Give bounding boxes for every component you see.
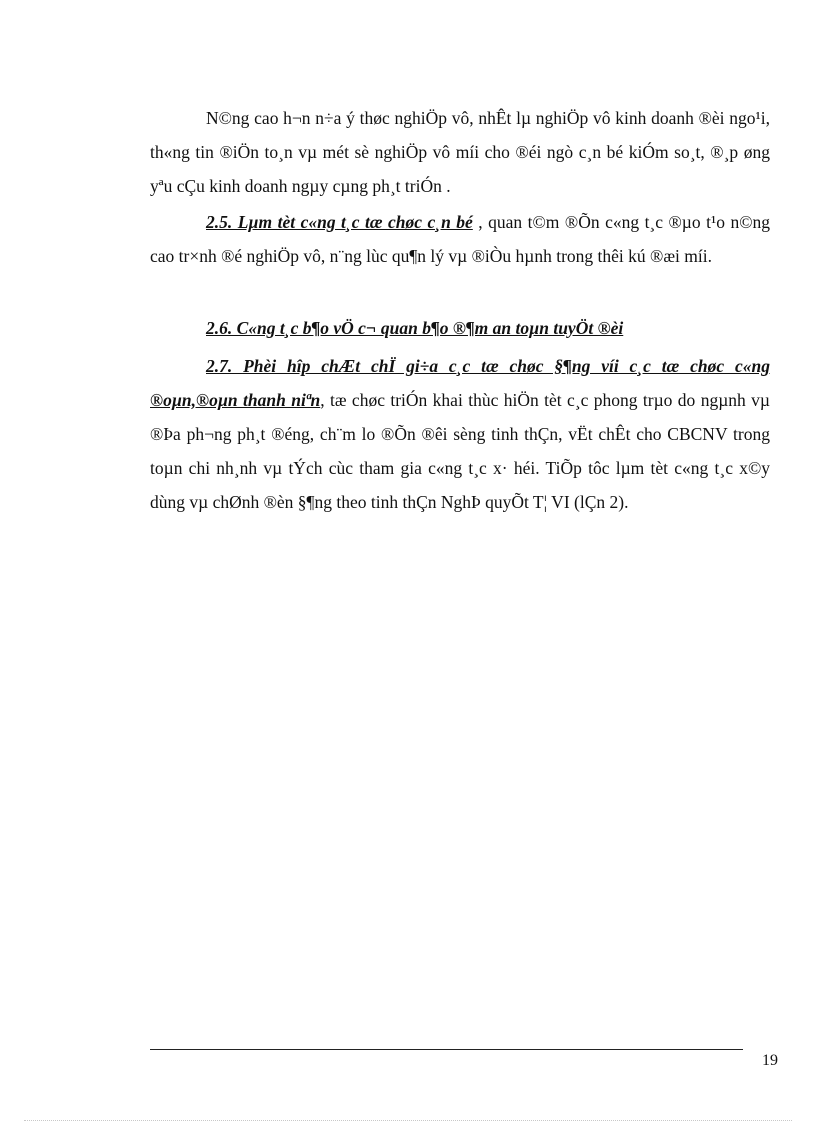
paragraph-text: , tæ chøc triÓn khai thùc hiÖn tèt c¸c phong trµo do ngµnh vµ ®Þa ph¬ng ph¸t ®éng, ch¨m lo ®Õn ®êi sèng tinh thÇn, vËt chÊt cho CBCNV trong toµn chi nh¸nh vµ tÝch cùc tham gia c«ng t¸c x· héi. TiÕp tôc lµm tèt c«ng t¸c x©y dùng vµ chØnh ®èn §¶ng theo tinh thÇn NghÞ quyÕt T¦ VI (lÇn 2).: [150, 390, 770, 512]
paragraph-section-2-6: [150, 311, 770, 345]
paragraph-awareness: [150, 101, 770, 203]
page-number: 19: [762, 1052, 778, 1069]
paragraph-section-2-7: [150, 349, 770, 519]
paragraph-text: N©ng cao h¬n n÷a ý thøc nghiÖp vô, nhÊt lµ nghiÖp vô kinh doanh ®èi ngo¹i, th«ng tin ®iÖn to¸n vµ mét sè nghiÖp vô míi cho ®éi ngò c¸n bé kiÓm so¸t, ®¸p øng yªu cÇu kinh doanh ngµy cµng ph¸t triÓn .: [150, 108, 770, 196]
section-heading-2-6: 2.6. C«ng t¸c b¶o vÖ c¬ quan b¶o ®¶m an toµn tuyÖt ®èi: [206, 318, 624, 338]
section-heading-2-7: 2.7. Phèi hîp chÆt chÏ gi÷a c¸c tæ chøc §¶ng víi c¸c tæ chøc c«ng ®oµn,®oµn thanh niªn: [150, 356, 770, 410]
section-heading-2-5: 2.5. Lµm tèt c«ng t¸c tæ chøc c¸n bé: [206, 212, 473, 232]
footer-divider: [150, 1049, 743, 1050]
paragraph-text: , quan t©m ®Õn c«ng t¸c ®µo t¹o n©ng cao tr×nh ®é nghiÖp vô, n¨ng lùc qu¶n lý vµ ®iÒu hµnh trong thêi kú ®æi míi.: [150, 212, 771, 266]
paragraph-section-2-5: [150, 205, 770, 273]
page-bottom-border: [24, 1120, 792, 1121]
